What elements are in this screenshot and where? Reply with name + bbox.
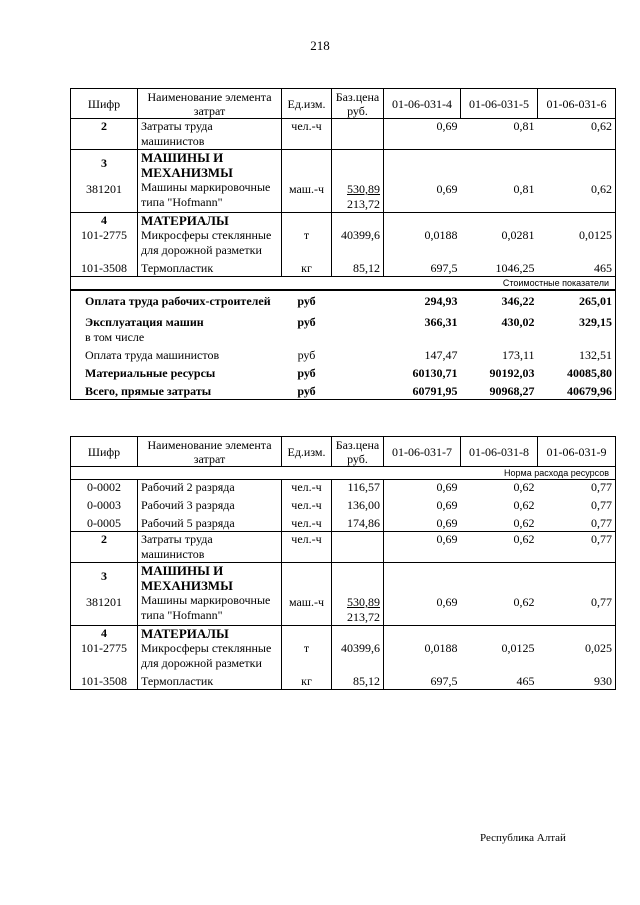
- table-row: [71, 213, 616, 229]
- row-unit: чел.-ч: [282, 532, 332, 563]
- summary-price: [332, 345, 384, 363]
- table-row: [71, 532, 616, 563]
- row-name: МАТЕРИАЛЫ: [138, 626, 282, 642]
- summary-value-1: 366,31: [424, 315, 458, 329]
- row-unit: маш.-ч: [282, 180, 332, 213]
- row-value-3: 0,62: [538, 180, 616, 213]
- header-unit: Ед.изм.: [282, 437, 332, 467]
- header-col-1: 01-06-031-4: [384, 89, 461, 119]
- header-col-1: 01-06-031-7: [384, 437, 461, 467]
- row-price: [332, 626, 384, 642]
- row-name: Рабочий 2 разряда: [138, 480, 282, 496]
- row-price: 174,86: [332, 513, 384, 532]
- row-code: 101-2775: [71, 228, 138, 258]
- row-value-1: 697,5: [430, 261, 458, 275]
- row-value-2: [461, 563, 538, 594]
- row-code: 3: [71, 150, 138, 181]
- row-unit: [282, 150, 332, 181]
- row-value-3: 0,77: [538, 532, 616, 563]
- row-unit: [282, 626, 332, 642]
- row-unit: кг: [282, 258, 332, 277]
- row-code: 381201: [71, 180, 138, 213]
- row-code: 0-0003: [71, 495, 138, 513]
- row-code: 3: [71, 563, 138, 594]
- header-col-3: 01-06-031-9: [538, 437, 616, 467]
- row-code: 101-2775: [71, 641, 138, 671]
- row-value-3: 0,62: [538, 119, 616, 150]
- summary-unit: руб: [282, 290, 332, 309]
- row-unit: чел.-ч: [282, 480, 332, 496]
- table-row: [71, 480, 616, 496]
- section-label: Стоимостные показатели: [71, 277, 616, 291]
- summary-value-2: 346,22: [461, 290, 538, 309]
- row-value-2: 0,62: [513, 516, 535, 530]
- row-name: Микросферы стеклянные для дорожной разметки: [138, 228, 282, 258]
- row-value-2: 0,62: [461, 532, 538, 563]
- summary-name: Оплата труда машинистов: [71, 345, 282, 363]
- row-value-1: 0,69: [436, 498, 458, 512]
- row-unit: маш.-ч: [282, 593, 332, 626]
- page-number: 218: [310, 38, 330, 53]
- table-row: [71, 626, 616, 642]
- row-price: [332, 213, 384, 229]
- table-row: [71, 671, 616, 690]
- price-top: 530,89: [347, 595, 380, 609]
- header-name: Наименование элемента затрат: [138, 89, 282, 119]
- table-row: [71, 563, 616, 594]
- row-code: 4: [71, 626, 138, 642]
- row-code: 0-0005: [71, 513, 138, 532]
- row-name: Затраты труда машинистов: [138, 119, 282, 150]
- price-bottom: 213,72: [347, 197, 380, 211]
- row-price: [332, 119, 384, 150]
- row-price: 85,12: [332, 258, 384, 277]
- summary-name: Оплата труда рабочих-строителей: [71, 290, 282, 309]
- summary-row: [71, 309, 616, 345]
- row-code: 381201: [71, 593, 138, 626]
- row-value-2: 0,62: [513, 498, 535, 512]
- row-value-1: [384, 213, 461, 229]
- section-label-row: [71, 277, 616, 291]
- row-name: Термопластик: [138, 671, 282, 690]
- row-value-2: 0,0125: [501, 641, 535, 655]
- row-name: Машины маркировочные типа "Hofmann": [138, 180, 282, 213]
- row-name: Затраты труда машинистов: [138, 532, 282, 563]
- row-value-1: 0,69: [436, 516, 458, 530]
- summary-price: [332, 381, 384, 400]
- row-value-1: 0,0188: [424, 228, 458, 242]
- resource-table-1: [70, 88, 616, 400]
- row-value-1: 0,69: [384, 532, 461, 563]
- row-price: 136,00: [332, 495, 384, 513]
- summary-value-2: 90192,03: [489, 366, 535, 380]
- header-price: Баз.цена руб.: [332, 89, 384, 119]
- header-col-2: 01-06-031-8: [461, 437, 538, 467]
- header-code: Шифр: [71, 89, 138, 119]
- row-value-3: 0,77: [538, 593, 616, 626]
- summary-row: [71, 363, 616, 381]
- summary-unit: руб: [297, 366, 316, 380]
- summary-value-2: 430,02: [501, 315, 535, 329]
- summary-name: Всего, прямые затраты: [71, 381, 282, 400]
- row-code: 2: [71, 532, 138, 563]
- header-col-2: 01-06-031-5: [461, 89, 538, 119]
- row-value-3: 0,0125: [538, 228, 616, 258]
- summary-unit: руб: [297, 348, 316, 362]
- row-price: 116,57: [332, 480, 384, 496]
- row-code: 2: [71, 119, 138, 150]
- row-value-3: [538, 626, 616, 642]
- row-price: [332, 593, 384, 626]
- row-value-2: 465: [461, 671, 538, 690]
- row-name: МАШИНЫ И МЕХАНИЗМЫ: [138, 563, 282, 594]
- summary-name: [71, 309, 282, 345]
- row-value-1: 0,69: [384, 119, 461, 150]
- row-value-3: 930: [538, 671, 616, 690]
- row-value-2: [461, 626, 538, 642]
- row-value-3: 0,77: [538, 495, 616, 513]
- summary-subtitle: в том числе: [85, 330, 145, 344]
- row-unit: т: [282, 641, 332, 671]
- row-unit: т: [282, 228, 332, 258]
- summary-row: [71, 381, 616, 400]
- row-unit: [282, 563, 332, 594]
- summary-value-1: 147,47: [424, 348, 458, 362]
- table-row: [71, 228, 616, 258]
- summary-value-1: 60791,95: [384, 381, 461, 400]
- row-value-1: [384, 626, 461, 642]
- row-value-1: [384, 150, 461, 181]
- row-value-2: 1046,25: [495, 261, 535, 275]
- row-name: Рабочий 5 разряда: [138, 513, 282, 532]
- row-value-3: [538, 563, 616, 594]
- header-price: Баз.цена руб.: [332, 437, 384, 467]
- section-label-row: [71, 467, 616, 480]
- header-name: Наименование элемента затрат: [138, 437, 282, 467]
- row-price: [332, 180, 384, 213]
- row-price: 40399,6: [332, 228, 384, 258]
- row-value-2: 0,81: [513, 182, 535, 196]
- row-value-2: [461, 213, 538, 229]
- row-name: Машины маркировочные типа "Hofmann": [138, 593, 282, 626]
- row-value-3: 0,77: [538, 480, 616, 496]
- row-value-2: 0,81: [461, 119, 538, 150]
- header-col-3: 01-06-031-6: [538, 89, 616, 119]
- row-name: Рабочий 3 разряда: [138, 495, 282, 513]
- row-name: Термопластик: [138, 258, 282, 277]
- page-footer: Республика Алтай: [480, 832, 566, 844]
- row-code: 101-3508: [71, 258, 138, 277]
- row-value-1: [384, 563, 461, 594]
- row-code: 0-0002: [71, 480, 138, 496]
- summary-unit: руб: [282, 381, 332, 400]
- row-value-1: 0,69: [436, 182, 458, 196]
- summary-value-2: 173,11: [501, 348, 535, 362]
- row-value-3: [538, 150, 616, 181]
- summary-value-1: 60130,71: [412, 366, 458, 380]
- summary-row: [71, 290, 616, 309]
- table-header-row: [71, 89, 616, 119]
- row-unit: кг: [282, 671, 332, 690]
- summary-value-3: 40085,80: [538, 363, 616, 381]
- row-unit: чел.-ч: [282, 513, 332, 532]
- row-price: [332, 532, 384, 563]
- table-row: [71, 258, 616, 277]
- resource-table-2: [70, 436, 616, 690]
- row-price: [332, 563, 384, 594]
- row-value-3: 465: [538, 258, 616, 277]
- row-unit: чел.-ч: [282, 495, 332, 513]
- summary-value-3: 265,01: [538, 290, 616, 309]
- row-value-2: 0,0281: [501, 228, 535, 242]
- row-name: МАТЕРИАЛЫ: [138, 213, 282, 229]
- row-value-1: 0,69: [436, 595, 458, 609]
- summary-price: [332, 363, 384, 381]
- row-value-1: 697,5: [384, 671, 461, 690]
- summary-unit: руб: [297, 315, 316, 329]
- summary-row: [71, 345, 616, 363]
- table-row: [71, 119, 616, 150]
- row-value-1: 0,69: [436, 480, 458, 494]
- table-row: [71, 180, 616, 213]
- table-header-row: [71, 437, 616, 467]
- summary-price: [332, 290, 384, 309]
- row-code: 101-3508: [71, 671, 138, 690]
- row-unit: [282, 213, 332, 229]
- row-value-2: 0,62: [513, 595, 535, 609]
- row-value-2: 0,62: [513, 480, 535, 494]
- header-unit: Ед.изм.: [282, 89, 332, 119]
- row-price: 85,12: [332, 671, 384, 690]
- table-row: [71, 495, 616, 513]
- summary-price: [332, 309, 384, 345]
- summary-title: Эксплуатация машин: [85, 315, 204, 329]
- table-row: [71, 513, 616, 532]
- row-value-3: [538, 213, 616, 229]
- row-value-2: [461, 150, 538, 181]
- row-code: 4: [71, 213, 138, 229]
- row-name: Микросферы стеклянные для дорожной разметки: [138, 641, 282, 671]
- row-value-3: 0,025: [538, 641, 616, 671]
- section-label: Норма расхода ресурсов: [71, 467, 616, 480]
- summary-value-1: 294,93: [384, 290, 461, 309]
- summary-value-3: 329,15: [538, 309, 616, 345]
- header-code: Шифр: [71, 437, 138, 467]
- row-unit: чел.-ч: [282, 119, 332, 150]
- row-price: 40399,6: [332, 641, 384, 671]
- price-bottom: 213,72: [347, 610, 380, 624]
- summary-value-3: 40679,96: [538, 381, 616, 400]
- summary-name: Материальные ресурсы: [71, 363, 282, 381]
- row-value-3: 0,77: [538, 513, 616, 532]
- row-name: МАШИНЫ И МЕХАНИЗМЫ: [138, 150, 282, 181]
- table-row: [71, 593, 616, 626]
- row-value-1: 0,0188: [424, 641, 458, 655]
- row-price: [332, 150, 384, 181]
- summary-value-2: 90968,27: [461, 381, 538, 400]
- table-row: [71, 150, 616, 181]
- summary-value-3: 132,51: [538, 345, 616, 363]
- table-row: [71, 641, 616, 671]
- price-top: 530,89: [347, 182, 380, 196]
